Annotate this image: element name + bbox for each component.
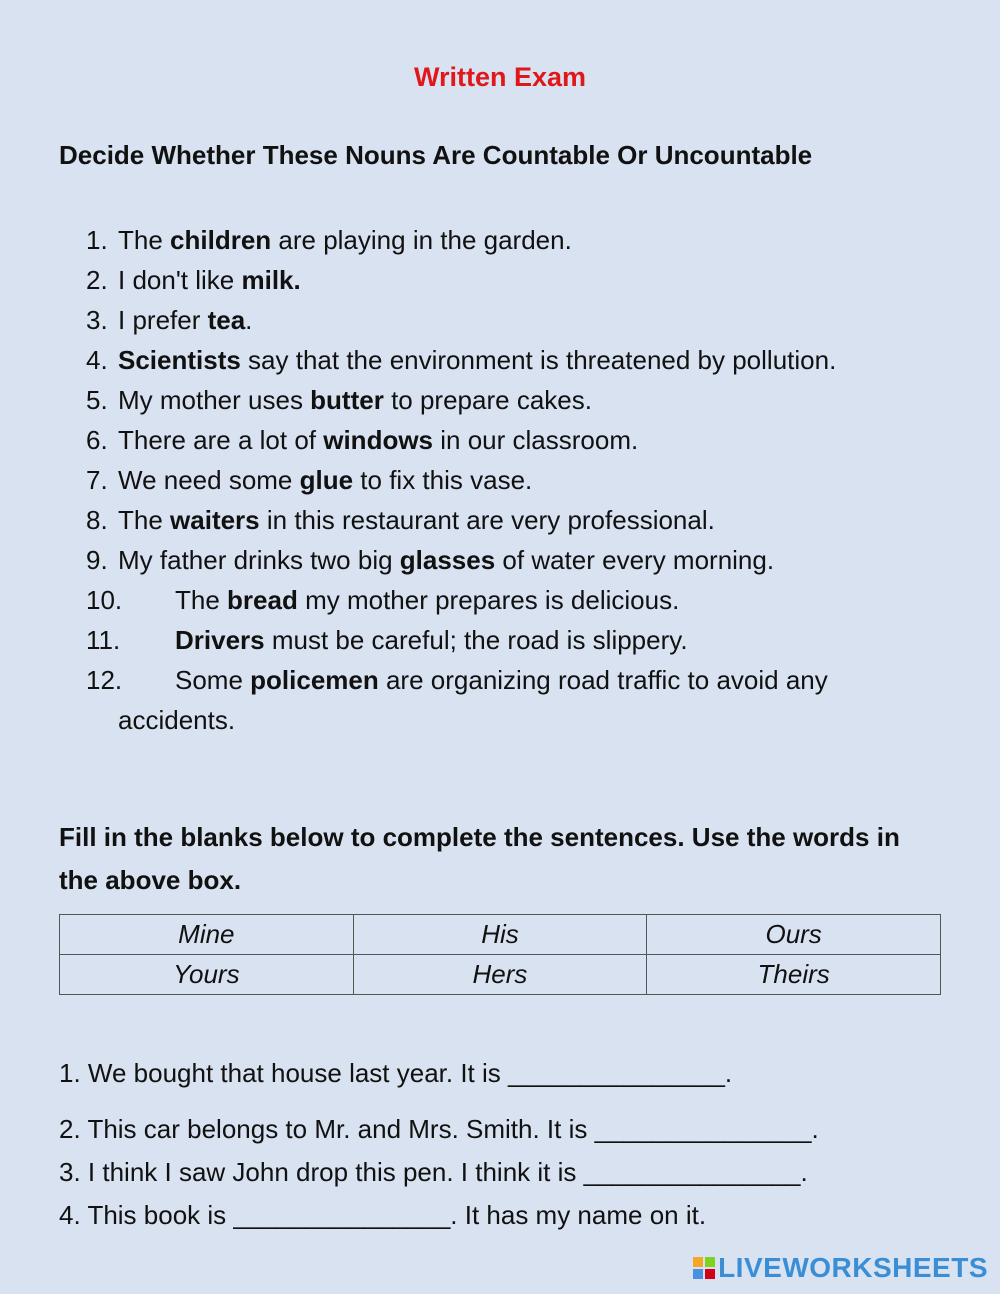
sentence-2: 2. This car belongs to Mr. and Mrs. Smith. It is _______________. <box>59 1114 819 1144</box>
sentence-3: 3. I think I saw John drop this pen. I think it is _______________. <box>59 1157 808 1187</box>
liveworksheets-logo <box>693 1252 988 1284</box>
table-cell: His <box>353 915 647 955</box>
noun-item-7: 7. We need some glue to fix this vase. <box>86 465 533 495</box>
nouns-list <box>86 220 946 740</box>
noun-item-12: 12. Some policemen are organizing road traffic to avoid any accidents. <box>86 665 828 735</box>
noun-item-6: 6. There are a lot of windows in our classroom. <box>86 425 639 455</box>
section1-heading: Decide Whether These Nouns Are Countable Or Uncountable <box>59 140 813 170</box>
noun-item-5: 5. My mother uses butter to prepare cakes. <box>86 385 592 415</box>
logo-icon <box>693 1257 715 1279</box>
table-cell: Hers <box>353 955 647 995</box>
noun-item-4: 4. Scientists say that the environment is threatened by pollution. <box>86 345 837 375</box>
noun-item-3: 3. I prefer tea. <box>86 305 253 335</box>
table-cell: Ours <box>647 915 941 955</box>
table-row <box>60 955 941 995</box>
table-cell: Mine <box>60 915 354 955</box>
section2-heading: Fill in the blanks below to complete the sentences. Use the words in the above box. <box>59 822 900 895</box>
sentence-1: 1. We bought that house last year. It is _______________. <box>59 1058 733 1088</box>
noun-item-2: 2. I don't like milk. <box>86 265 301 295</box>
noun-item-11: 11. Drivers must be careful; the road is slippery. <box>86 625 688 655</box>
logo-text: LIVEWORKSHEETS <box>718 1252 988 1283</box>
noun-item-1: 1. The children are playing in the garden. <box>86 225 572 255</box>
table-cell: Yours <box>60 955 354 995</box>
noun-item-10: 10. The bread my mother prepares is delicious. <box>86 585 680 615</box>
table-row <box>60 915 941 955</box>
sentence-4: 4. This book is _______________. It has my name on it. <box>59 1200 707 1230</box>
noun-item-9: 9. My father drinks two big glasses of water every morning. <box>86 545 775 575</box>
word-box-table <box>59 914 941 995</box>
noun-item-8: 8. The waiters in this restaurant are very professional. <box>86 505 715 535</box>
table-cell: Theirs <box>647 955 941 995</box>
exam-title: Written Exam <box>413 62 587 92</box>
